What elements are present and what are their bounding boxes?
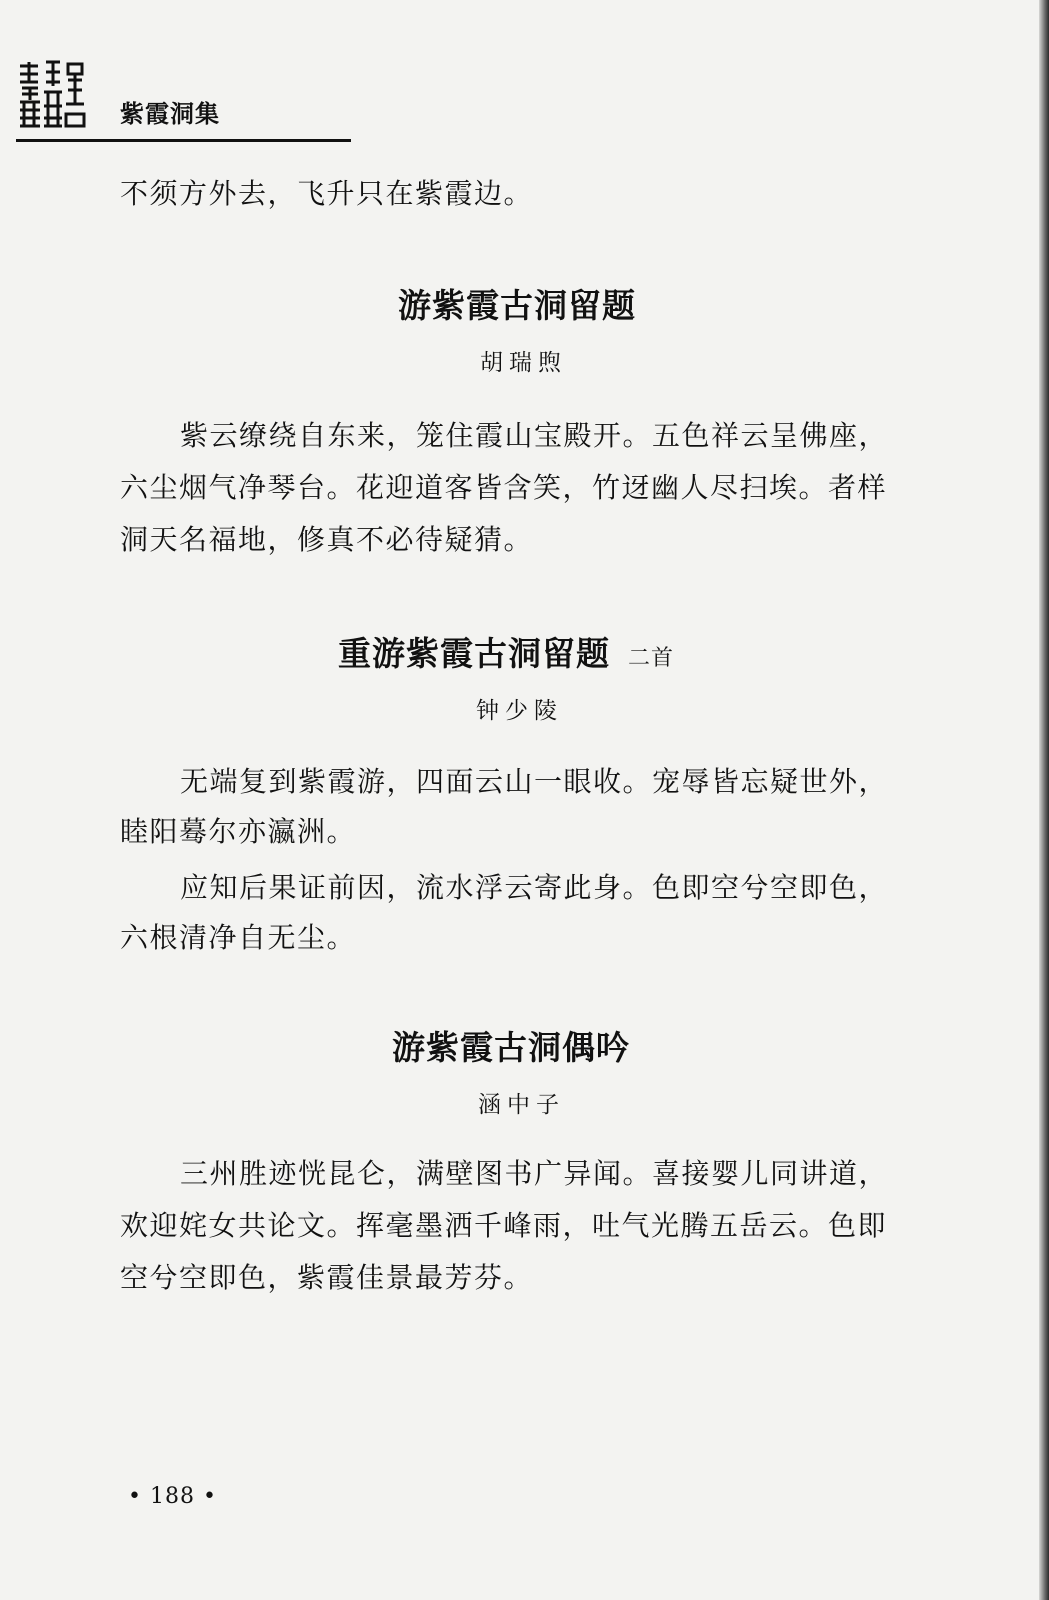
poem-line: 空兮空即色，紫霞佳景最芳芬。 <box>120 1261 534 1294</box>
poem-title <box>338 628 674 675</box>
continuation-line: 不须方外去，飞升只在紫霞边。 <box>120 177 534 210</box>
seal-logo <box>16 58 86 130</box>
poem-title-text: 重游紫霞古洞留题 <box>338 634 610 673</box>
poem-line: 无端复到紫霞游，四面云山一眼收。宠辱皆忘疑世外， <box>180 765 889 798</box>
poem-line: 三州胜迹恍昆仑，满壁图书广异闻。喜接婴儿同讲道， <box>180 1157 889 1190</box>
poem-line: 六尘烟气净琴台。花迎道客皆含笑，竹迓幽人尽扫埃。者样 <box>120 471 888 504</box>
scan-edge <box>1039 0 1049 1600</box>
poem-line: 欢迎姹女共论文。挥毫墨洒千峰雨，吐气光腾五岳云。色即 <box>120 1209 888 1242</box>
poem-title-text: 游紫霞古洞偶吟 <box>392 1028 630 1067</box>
poem-author: 涵中子 <box>478 1092 565 1118</box>
poem-line: 洞天名福地，修真不必待疑猜。 <box>120 523 534 556</box>
poem-line: 应知后果证前因，流水浮云寄此身。色即空兮空即色， <box>180 871 889 904</box>
poem-title <box>392 1022 630 1069</box>
running-header-title: 紫霞洞集 <box>120 100 220 128</box>
page-number: • 188 • <box>128 1484 217 1509</box>
poem-title <box>398 280 636 327</box>
poem-line: 六根清净自无尘。 <box>120 921 357 954</box>
poem-author: 胡瑞煦 <box>480 350 567 376</box>
poem-line: 睦阳蓦尔亦瀛洲。 <box>120 815 357 848</box>
poem-title-text: 游紫霞古洞留题 <box>398 286 636 325</box>
poem-line: 紫云缭绕自东来，笼住霞山宝殿开。五色祥云呈佛座， <box>180 419 889 452</box>
poem-subtitle: 二首 <box>628 646 675 671</box>
poem-author: 钟少陵 <box>476 698 563 724</box>
header-rule <box>16 139 351 142</box>
